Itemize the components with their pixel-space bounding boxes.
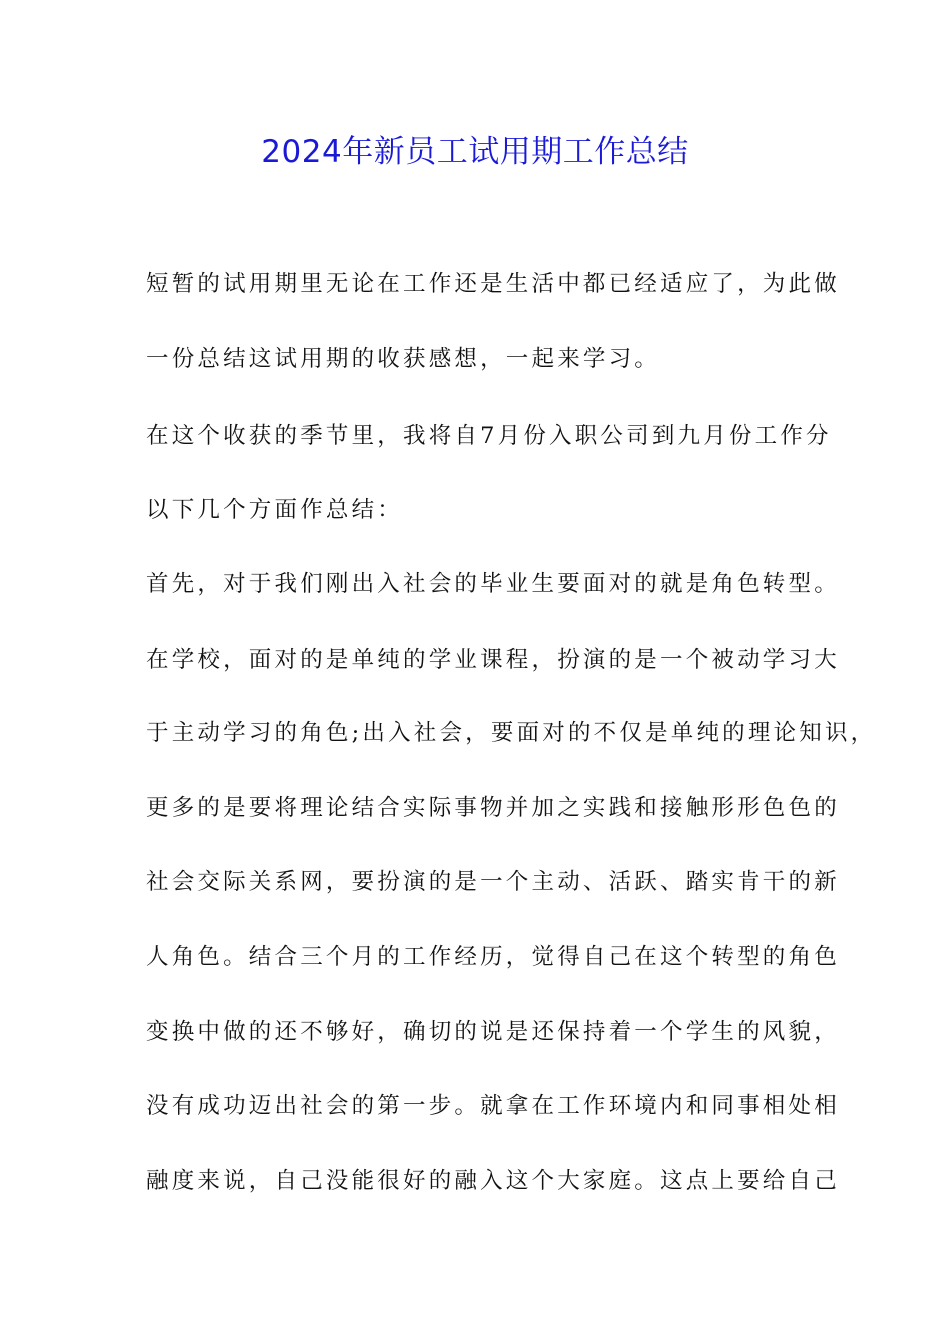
paragraph-line: 一份总结这试用期的收获感想，一起来学习。 — [146, 346, 661, 372]
paragraph-line: 短暂的试用期里无论在工作还是生活中都已经适应了，为此做 — [146, 271, 840, 297]
paragraph-line: 社会交际关系网，要扮演的是一个主动、活跃、踏实肯干的新 — [146, 869, 840, 895]
paragraph-line: 以下几个方面作总结： — [146, 497, 404, 523]
paragraph-line: 人角色。结合三个月的工作经历，觉得自己在这个转型的角色 — [146, 944, 840, 970]
paragraph-line: 首先，对于我们刚出入社会的毕业生要面对的就是角色转型。 — [146, 571, 840, 597]
paragraph-line: 变换中做的还不够好，确切的说是还保持着一个学生的风貌， — [146, 1019, 840, 1045]
paragraph-line: 融度来说，自己没能很好的融入这个大家庭。这点上要给自己 — [146, 1168, 840, 1194]
paragraph-line: 没有成功迈出社会的第一步。就拿在工作环境内和同事相处相 — [146, 1093, 840, 1119]
paragraph-line: 在学校，面对的是单纯的学业课程，扮演的是一个被动学习大 — [146, 647, 840, 673]
document-title: 2024年新员工试用期工作总结 — [261, 134, 689, 170]
paragraph-line: 于主动学习的角色;出入社会，要面对的不仅是单纯的理论知识， — [146, 720, 877, 746]
paragraph-line: 在这个收获的季节里，我将自7月份入职公司到九月份工作分 — [146, 423, 832, 449]
paragraph-line: 更多的是要将理论结合实际事物并加之实践和接触形形色色的 — [146, 795, 840, 821]
